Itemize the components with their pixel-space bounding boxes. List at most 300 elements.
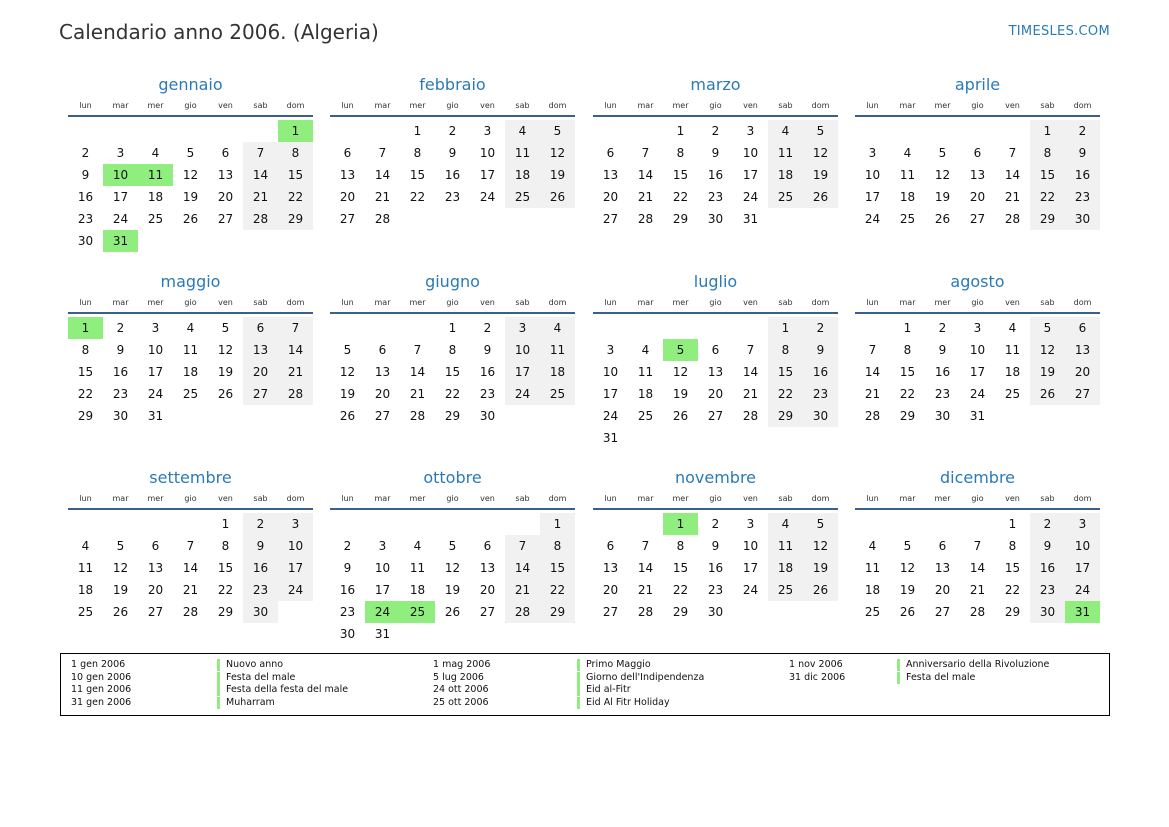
day-cell: 30 — [1065, 208, 1100, 230]
day-cell: 24 — [505, 383, 540, 405]
day-cell: 7 — [186, 539, 195, 553]
day-cell: 11 — [864, 561, 881, 575]
day-cell: 9 — [116, 343, 125, 357]
weekday-header: dom — [811, 298, 830, 307]
day-cell: 28 — [1004, 212, 1021, 226]
weekday-header: sab — [1040, 494, 1055, 503]
day-cell: 6 — [973, 146, 982, 160]
day-cell: 15 — [899, 365, 916, 379]
day-cell: 22 — [672, 583, 689, 597]
day-cell: 26 — [217, 387, 234, 401]
day-cell: 20 — [339, 190, 356, 204]
day-cell: 5 — [1030, 317, 1065, 339]
weekday-header: gio — [184, 298, 197, 307]
weekday-header: ven — [218, 494, 233, 503]
day-cell: 14 — [409, 365, 426, 379]
day-cell: 18 — [1004, 365, 1021, 379]
day-cell: 14 — [505, 557, 540, 579]
day-cell: 25 — [864, 605, 881, 619]
day-cell: 1 — [676, 124, 685, 138]
day-cell: 14 — [637, 168, 654, 182]
weekday-header: sab — [515, 494, 530, 503]
day-cell: 26 — [339, 409, 356, 423]
day-cell: 25 — [182, 387, 199, 401]
day-cell: 8 — [221, 539, 230, 553]
month-name: maggio — [160, 272, 221, 291]
weekday-header: lun — [866, 494, 879, 503]
day-cell: 17 — [1065, 557, 1100, 579]
day-cell: 2 — [1065, 120, 1100, 142]
day-cell: 8 — [676, 146, 685, 160]
weekday-header: sab — [778, 298, 793, 307]
month-divider — [330, 508, 575, 510]
day-cell: 15 — [278, 164, 313, 186]
day-cell: 5 — [803, 120, 838, 142]
weekday-header: mar — [899, 494, 916, 503]
day-cell: 23 — [479, 387, 496, 401]
day-cell: 23 — [112, 387, 129, 401]
day-cell: 6 — [606, 539, 615, 553]
day-cell: 27 — [602, 212, 619, 226]
day-cell: 21 — [864, 387, 881, 401]
month-divider — [593, 115, 838, 117]
day-cell: 18 — [768, 164, 803, 186]
day-cell: 12 — [217, 343, 234, 357]
day-cell: 18 — [77, 583, 94, 597]
month-name: gennaio — [158, 75, 223, 94]
day-cell: 30 — [112, 409, 129, 423]
day-cell: 4 — [505, 120, 540, 142]
day-cell: 30 — [934, 409, 951, 423]
legend-holiday-name: Eid al-Fitr — [577, 684, 631, 696]
day-cell: 2 — [243, 513, 278, 535]
day-cell: 11 — [1004, 343, 1021, 357]
day-cell: 4 — [868, 539, 877, 553]
weekday-header: mer — [147, 494, 164, 503]
day-cell: 8 — [278, 142, 313, 164]
holiday-day-cell: 11 — [138, 164, 173, 186]
day-cell: 29 — [77, 409, 94, 423]
weekday-header: ven — [218, 101, 233, 110]
day-cell: 13 — [243, 339, 278, 361]
day-cell: 25 — [540, 383, 575, 405]
day-cell: 26 — [1030, 383, 1065, 405]
weekday-header: gio — [446, 298, 459, 307]
month-divider — [593, 312, 838, 314]
day-cell: 17 — [742, 561, 759, 575]
day-cell: 26 — [672, 409, 689, 423]
day-cell: 2 — [448, 124, 457, 138]
day-cell: 12 — [899, 561, 916, 575]
day-cell: 13 — [602, 561, 619, 575]
day-cell: 31 — [969, 409, 986, 423]
day-cell: 9 — [483, 343, 492, 357]
day-cell: 3 — [505, 317, 540, 339]
day-cell: 15 — [672, 561, 689, 575]
weekday-header: ven — [1005, 101, 1020, 110]
weekday-header: sab — [778, 101, 793, 110]
day-cell: 11 — [540, 339, 575, 361]
holiday-day-cell: 1 — [68, 317, 103, 339]
day-cell: 2 — [81, 146, 90, 160]
month-divider — [68, 115, 313, 117]
day-cell: 29 — [540, 601, 575, 623]
day-cell: 14 — [278, 339, 313, 361]
holiday-day-cell: 25 — [400, 601, 435, 623]
weekday-header: sab — [1040, 101, 1055, 110]
day-cell: 15 — [768, 361, 803, 383]
legend-date: 25 ott 2006 — [433, 696, 489, 708]
holiday-day-cell: 31 — [1065, 601, 1100, 623]
day-cell: 31 — [147, 409, 164, 423]
weekday-header: mar — [112, 494, 129, 503]
day-cell: 17 — [864, 190, 881, 204]
day-cell: 8 — [540, 535, 575, 557]
day-cell: 3 — [868, 146, 877, 160]
day-cell: 1 — [413, 124, 422, 138]
weekday-header: ven — [743, 298, 758, 307]
day-cell: 11 — [768, 535, 803, 557]
day-cell: 14 — [243, 164, 278, 186]
day-cell: 28 — [278, 383, 313, 405]
weekday-header: dom — [286, 494, 305, 503]
weekday-header: lun — [341, 101, 354, 110]
day-cell: 31 — [742, 212, 759, 226]
day-cell: 18 — [864, 583, 881, 597]
day-cell: 7 — [505, 535, 540, 557]
weekday-header: lun — [79, 101, 92, 110]
legend-date: 11 gen 2006 — [71, 684, 132, 695]
day-cell: 6 — [243, 317, 278, 339]
day-cell: 13 — [147, 561, 164, 575]
day-cell: 25 — [505, 186, 540, 208]
day-cell: 24 — [864, 212, 881, 226]
weekday-header: mar — [374, 298, 391, 307]
day-cell: 7 — [243, 142, 278, 164]
day-cell: 17 — [278, 557, 313, 579]
page-title: Calendario anno 2006. (Algeria) — [59, 20, 379, 44]
day-cell: 23 — [707, 190, 724, 204]
day-cell: 21 — [374, 190, 391, 204]
day-cell: 16 — [1065, 164, 1100, 186]
weekday-header: gio — [971, 101, 984, 110]
day-cell: 16 — [707, 561, 724, 575]
weekday-header: mar — [374, 494, 391, 503]
day-cell: 1 — [1030, 120, 1065, 142]
day-cell: 29 — [1004, 605, 1021, 619]
day-cell: 1 — [768, 317, 803, 339]
weekday-header: gio — [709, 101, 722, 110]
day-cell: 10 — [969, 343, 986, 357]
legend-date: 24 ott 2006 — [433, 684, 489, 695]
day-cell: 9 — [1030, 535, 1065, 557]
weekday-header: mer — [672, 494, 689, 503]
day-cell: 16 — [479, 365, 496, 379]
day-cell: 30 — [77, 234, 94, 248]
day-cell: 4 — [641, 343, 650, 357]
weekday-header: mar — [637, 494, 654, 503]
month-divider — [330, 115, 575, 117]
day-cell: 19 — [803, 164, 838, 186]
month-divider — [855, 508, 1100, 510]
day-cell: 3 — [606, 343, 615, 357]
day-cell: 15 — [672, 168, 689, 182]
day-cell: 6 — [711, 343, 720, 357]
weekday-header: mer — [934, 101, 951, 110]
day-cell: 30 — [479, 409, 496, 423]
day-cell: 30 — [339, 627, 356, 641]
day-cell: 27 — [934, 605, 951, 619]
day-cell: 19 — [672, 387, 689, 401]
legend-holiday-name: Giorno dell'Indipendenza — [577, 672, 704, 684]
day-cell: 8 — [1008, 539, 1017, 553]
weekday-header: mer — [934, 298, 951, 307]
day-cell: 21 — [637, 190, 654, 204]
legend-date: 1 gen 2006 — [71, 659, 126, 670]
day-cell: 16 — [803, 361, 838, 383]
day-cell: 4 — [768, 513, 803, 535]
day-cell: 13 — [374, 365, 391, 379]
day-cell: 11 — [768, 142, 803, 164]
day-cell: 31 — [602, 431, 619, 445]
day-cell: 4 — [1008, 321, 1017, 335]
legend-holiday-name: Festa del male — [897, 672, 975, 684]
day-cell: 23 — [339, 605, 356, 619]
month-name: ottobre — [423, 468, 482, 487]
legend-date: 1 nov 2006 — [789, 659, 843, 670]
day-cell: 9 — [711, 539, 720, 553]
day-cell: 19 — [803, 557, 838, 579]
site-link[interactable]: TIMESLES.COM — [1008, 24, 1110, 39]
day-cell: 19 — [934, 190, 951, 204]
weekday-header: mar — [374, 101, 391, 110]
weekday-header: gio — [184, 494, 197, 503]
day-cell: 9 — [711, 146, 720, 160]
weekday-header: lun — [79, 298, 92, 307]
day-cell: 22 — [444, 387, 461, 401]
day-cell: 19 — [112, 583, 129, 597]
month-name: luglio — [693, 272, 738, 291]
day-cell: 27 — [147, 605, 164, 619]
legend-holiday-name: Festa del male — [217, 672, 295, 684]
day-cell: 17 — [505, 361, 540, 383]
day-cell: 25 — [899, 212, 916, 226]
weekday-header: gio — [971, 298, 984, 307]
day-cell: 14 — [182, 561, 199, 575]
day-cell: 8 — [81, 343, 90, 357]
weekday-header: gio — [184, 101, 197, 110]
day-cell: 27 — [602, 605, 619, 619]
weekday-header: gio — [709, 494, 722, 503]
day-cell: 23 — [1065, 186, 1100, 208]
day-cell: 13 — [934, 561, 951, 575]
weekday-header: mer — [934, 494, 951, 503]
day-cell: 2 — [116, 321, 125, 335]
day-cell: 20 — [602, 190, 619, 204]
holiday-day-cell: 31 — [103, 230, 138, 252]
day-cell: 24 — [969, 387, 986, 401]
day-cell: 23 — [243, 579, 278, 601]
day-cell: 2 — [483, 321, 492, 335]
day-cell: 1 — [221, 517, 230, 531]
day-cell: 11 — [409, 561, 426, 575]
day-cell: 28 — [182, 605, 199, 619]
day-cell: 12 — [182, 168, 199, 182]
holiday-legend — [60, 653, 1110, 716]
weekday-header: dom — [548, 101, 567, 110]
day-cell: 27 — [243, 383, 278, 405]
weekday-header: ven — [743, 101, 758, 110]
weekday-header: lun — [604, 298, 617, 307]
weekday-header: dom — [548, 298, 567, 307]
day-cell: 21 — [505, 579, 540, 601]
day-cell: 28 — [742, 409, 759, 423]
weekday-header: mer — [147, 298, 164, 307]
day-cell: 28 — [969, 605, 986, 619]
day-cell: 16 — [707, 168, 724, 182]
day-cell: 20 — [934, 583, 951, 597]
day-cell: 13 — [1065, 339, 1100, 361]
day-cell: 9 — [1065, 142, 1100, 164]
day-cell: 11 — [77, 561, 94, 575]
day-cell: 19 — [217, 365, 234, 379]
day-cell: 10 — [602, 365, 619, 379]
holiday-day-cell: 1 — [278, 120, 313, 142]
day-cell: 10 — [864, 168, 881, 182]
weekday-header: dom — [1073, 494, 1092, 503]
day-cell: 28 — [374, 212, 391, 226]
weekday-header: mar — [899, 298, 916, 307]
day-cell: 12 — [444, 561, 461, 575]
day-cell: 14 — [374, 168, 391, 182]
day-cell: 12 — [1030, 339, 1065, 361]
weekday-header: sab — [253, 101, 268, 110]
day-cell: 19 — [899, 583, 916, 597]
day-cell: 22 — [217, 583, 234, 597]
weekday-header: sab — [1040, 298, 1055, 307]
day-cell: 4 — [540, 317, 575, 339]
day-cell: 18 — [409, 583, 426, 597]
day-cell: 16 — [444, 168, 461, 182]
weekday-header: lun — [341, 298, 354, 307]
weekday-header: lun — [866, 101, 879, 110]
weekday-header: dom — [1073, 298, 1092, 307]
day-cell: 16 — [934, 365, 951, 379]
day-cell: 11 — [637, 365, 654, 379]
legend-holiday-name: Festa della festa del male — [217, 684, 348, 696]
weekday-header: dom — [811, 101, 830, 110]
legend-holiday-name: Muharram — [217, 697, 275, 709]
weekday-header: dom — [548, 494, 567, 503]
day-cell: 22 — [409, 190, 426, 204]
weekday-header: lun — [604, 494, 617, 503]
legend-date: 31 dic 2006 — [789, 671, 846, 683]
day-cell: 25 — [1004, 387, 1021, 401]
day-cell: 15 — [409, 168, 426, 182]
day-cell: 28 — [864, 409, 881, 423]
day-cell: 10 — [742, 539, 759, 553]
day-cell: 19 — [339, 387, 356, 401]
day-cell: 15 — [540, 557, 575, 579]
day-cell: 26 — [934, 212, 951, 226]
day-cell: 4 — [413, 539, 422, 553]
day-cell: 20 — [374, 387, 391, 401]
day-cell: 9 — [81, 168, 90, 182]
day-cell: 23 — [707, 583, 724, 597]
day-cell: 7 — [1008, 146, 1017, 160]
day-cell: 28 — [243, 208, 278, 230]
weekday-header: mer — [409, 298, 426, 307]
holiday-day-cell: 5 — [663, 339, 698, 361]
day-cell: 22 — [278, 186, 313, 208]
day-cell: 2 — [803, 317, 838, 339]
day-cell: 12 — [540, 142, 575, 164]
weekday-header: dom — [1073, 101, 1092, 110]
day-cell: 9 — [448, 146, 457, 160]
weekday-header: mer — [672, 298, 689, 307]
day-cell: 3 — [973, 321, 982, 335]
day-cell: 16 — [339, 583, 356, 597]
weekday-header: lun — [341, 494, 354, 503]
day-cell: 20 — [969, 190, 986, 204]
day-cell: 21 — [637, 583, 654, 597]
day-cell: 15 — [1030, 164, 1065, 186]
legend-holiday-name: Nuovo anno — [217, 659, 283, 671]
day-cell: 24 — [112, 212, 129, 226]
day-cell: 23 — [77, 212, 94, 226]
weekday-header: ven — [218, 298, 233, 307]
weekday-header: lun — [604, 101, 617, 110]
day-cell: 31 — [374, 627, 391, 641]
day-cell: 3 — [1065, 513, 1100, 535]
weekday-header: ven — [480, 101, 495, 110]
day-cell: 18 — [637, 387, 654, 401]
day-cell: 30 — [707, 605, 724, 619]
day-cell: 10 — [1065, 535, 1100, 557]
day-cell: 24 — [602, 409, 619, 423]
month-name: marzo — [690, 75, 741, 94]
weekday-header: mer — [409, 101, 426, 110]
day-cell: 25 — [768, 186, 803, 208]
day-cell: 16 — [243, 557, 278, 579]
day-cell: 28 — [505, 601, 540, 623]
day-cell: 26 — [182, 212, 199, 226]
weekday-header: sab — [253, 494, 268, 503]
day-cell: 5 — [448, 539, 457, 553]
day-cell: 7 — [378, 146, 387, 160]
day-cell: 12 — [934, 168, 951, 182]
day-cell: 4 — [903, 146, 912, 160]
weekday-header: lun — [866, 298, 879, 307]
day-cell: 13 — [479, 561, 496, 575]
day-cell: 2 — [938, 321, 947, 335]
day-cell: 10 — [374, 561, 391, 575]
day-cell: 7 — [973, 539, 982, 553]
holiday-day-cell: 10 — [103, 164, 138, 186]
day-cell: 22 — [77, 387, 94, 401]
day-cell: 26 — [899, 605, 916, 619]
weekday-header: sab — [253, 298, 268, 307]
day-cell: 20 — [602, 583, 619, 597]
day-cell: 2 — [711, 517, 720, 531]
weekday-header: gio — [446, 494, 459, 503]
day-cell: 5 — [116, 539, 125, 553]
day-cell: 3 — [151, 321, 160, 335]
day-cell: 29 — [217, 605, 234, 619]
day-cell: 23 — [934, 387, 951, 401]
day-cell: 6 — [378, 343, 387, 357]
day-cell: 3 — [116, 146, 125, 160]
